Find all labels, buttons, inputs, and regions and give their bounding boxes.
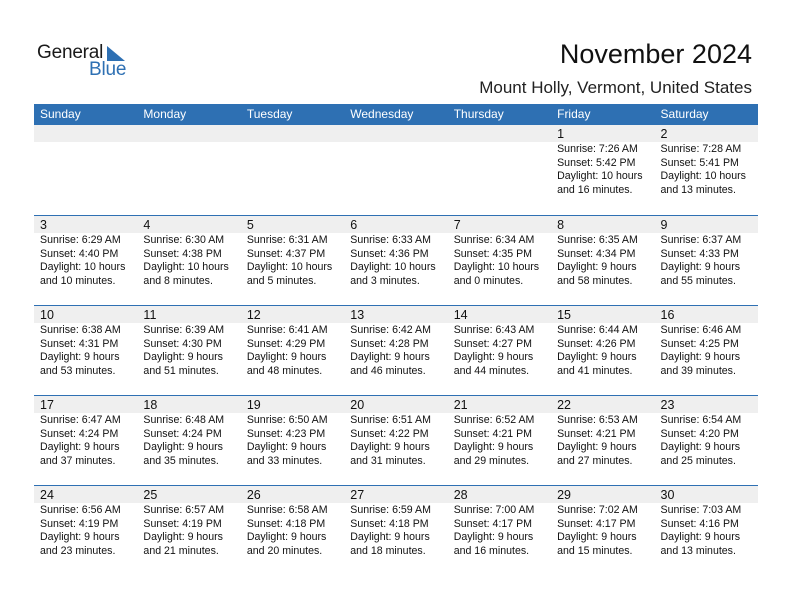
daylight-minutes: and 27 minutes. xyxy=(557,454,633,467)
sunrise-text: Sunrise: 6:41 AM xyxy=(246,324,328,336)
day-number: 25 xyxy=(143,488,158,502)
sunset-text: Sunset: 4:29 PM xyxy=(246,337,326,350)
sunrise-text: Sunrise: 7:26 AM xyxy=(557,143,638,155)
sunset-text: Sunset: 5:42 PM xyxy=(557,156,636,169)
daylight-text: Daylight: 9 hours xyxy=(350,351,430,364)
daylight-text: Daylight: 9 hours xyxy=(350,531,430,544)
date-band xyxy=(34,216,758,233)
sunset-text: Sunset: 5:41 PM xyxy=(660,156,739,169)
day-cell xyxy=(137,413,240,468)
day-number: 23 xyxy=(660,398,675,412)
day-number xyxy=(137,125,240,142)
day-cell xyxy=(551,233,654,288)
sunset-text: Sunset: 4:31 PM xyxy=(40,337,119,350)
location-subtitle: Mount Holly, Vermont, United States xyxy=(479,78,752,97)
calendar-grid xyxy=(34,104,758,575)
sunset-text: Sunset: 4:34 PM xyxy=(557,247,636,260)
logo xyxy=(37,42,137,82)
daylight-minutes: and 15 minutes. xyxy=(557,544,633,557)
daylight-minutes: and 21 minutes. xyxy=(143,544,219,557)
page-title: November 2024 xyxy=(559,39,752,69)
sunset-text: Sunset: 4:27 PM xyxy=(453,337,533,350)
daylight-minutes: and 35 minutes. xyxy=(143,454,219,467)
daylight-text: Daylight: 10 hours xyxy=(246,261,333,274)
sunset-text: Sunset: 4:17 PM xyxy=(453,517,533,530)
weekday-header xyxy=(34,104,758,125)
daylight-text: Daylight: 9 hours xyxy=(660,261,741,274)
daylight-minutes: and 5 minutes. xyxy=(246,274,317,287)
logo-word-general: General xyxy=(37,42,104,63)
day-cell xyxy=(34,142,137,197)
sunrise-text: Sunrise: 6:51 AM xyxy=(350,414,431,426)
day-cell xyxy=(34,233,137,288)
info-band xyxy=(34,142,758,197)
sunrise-text: Sunrise: 7:28 AM xyxy=(660,143,742,155)
daylight-text: Daylight: 10 hours xyxy=(453,261,540,274)
daylight-minutes: and 13 minutes. xyxy=(660,544,736,557)
daylight-minutes: and 23 minutes. xyxy=(40,544,116,557)
day-number: 14 xyxy=(453,308,468,322)
day-number: 22 xyxy=(557,398,572,412)
sunrise-text: Sunrise: 6:43 AM xyxy=(453,324,535,336)
sunrise-text: Sunrise: 6:59 AM xyxy=(350,504,431,516)
sunrise-text: Sunrise: 6:42 AM xyxy=(350,324,431,336)
sunrise-text: Sunrise: 7:02 AM xyxy=(557,504,638,516)
sunset-text: Sunset: 4:24 PM xyxy=(40,427,119,440)
date-band xyxy=(34,306,758,323)
day-cell xyxy=(655,233,758,288)
daylight-text: Daylight: 9 hours xyxy=(557,351,637,364)
day-cell xyxy=(137,323,240,378)
day-cell xyxy=(551,413,654,468)
sunset-text: Sunset: 4:35 PM xyxy=(453,247,533,260)
day-cell xyxy=(655,323,758,378)
daylight-text: Daylight: 9 hours xyxy=(350,441,430,454)
day-cell xyxy=(34,323,137,378)
day-number: 4 xyxy=(143,218,151,232)
daylight-text: Daylight: 9 hours xyxy=(246,351,327,364)
day-number: 29 xyxy=(557,488,572,502)
daylight-text: Daylight: 9 hours xyxy=(40,531,120,544)
day-number: 19 xyxy=(246,398,261,412)
daylight-text: Daylight: 9 hours xyxy=(143,351,223,364)
weeks-container xyxy=(34,125,758,575)
sunset-text: Sunset: 4:18 PM xyxy=(246,517,326,530)
sunset-text: Sunset: 4:23 PM xyxy=(246,427,326,440)
daylight-minutes: and 25 minutes. xyxy=(660,454,736,467)
sunrise-text: Sunrise: 6:38 AM xyxy=(40,324,121,336)
sunset-text: Sunset: 4:17 PM xyxy=(557,517,636,530)
daylight-text: Daylight: 9 hours xyxy=(453,531,534,544)
daylight-minutes: and 46 minutes. xyxy=(350,364,426,377)
day-number: 16 xyxy=(660,308,675,322)
info-band xyxy=(34,503,758,558)
weekday-saturday: Saturday xyxy=(660,107,709,121)
sunset-text: Sunset: 4:40 PM xyxy=(40,247,119,260)
daylight-text: Daylight: 9 hours xyxy=(246,531,327,544)
daylight-minutes: and 39 minutes. xyxy=(660,364,736,377)
day-number xyxy=(34,125,137,142)
daylight-minutes: and 41 minutes. xyxy=(557,364,633,377)
week-row xyxy=(34,395,758,485)
sunrise-text: Sunrise: 6:37 AM xyxy=(660,234,742,246)
day-cell xyxy=(34,413,137,468)
day-cell xyxy=(241,233,344,288)
day-cell xyxy=(137,233,240,288)
sunset-text: Sunset: 4:33 PM xyxy=(660,247,739,260)
daylight-text: Daylight: 9 hours xyxy=(40,441,120,454)
daylight-minutes: and 53 minutes. xyxy=(40,364,116,377)
day-number xyxy=(344,125,447,142)
sunset-text: Sunset: 4:19 PM xyxy=(143,517,222,530)
sunrise-text: Sunrise: 6:35 AM xyxy=(557,234,638,246)
sunset-text: Sunset: 4:25 PM xyxy=(660,337,739,350)
daylight-text: Daylight: 9 hours xyxy=(660,531,741,544)
day-number: 24 xyxy=(40,488,54,502)
day-number xyxy=(241,125,344,142)
day-cell xyxy=(344,413,447,468)
sunset-text: Sunset: 4:21 PM xyxy=(453,427,533,440)
sunset-text: Sunset: 4:30 PM xyxy=(143,337,222,350)
day-number: 15 xyxy=(557,308,572,322)
daylight-minutes: and 55 minutes. xyxy=(660,274,736,287)
daylight-text: Daylight: 9 hours xyxy=(660,441,741,454)
sunrise-text: Sunrise: 6:29 AM xyxy=(40,234,121,246)
daylight-text: Daylight: 9 hours xyxy=(557,531,637,544)
daylight-minutes: and 16 minutes. xyxy=(557,183,633,196)
daylight-text: Daylight: 9 hours xyxy=(660,351,741,364)
info-band xyxy=(34,413,758,468)
daylight-text: Daylight: 9 hours xyxy=(557,261,637,274)
sunrise-text: Sunrise: 6:53 AM xyxy=(557,414,638,426)
sunset-text: Sunset: 4:26 PM xyxy=(557,337,636,350)
sunset-text: Sunset: 4:21 PM xyxy=(557,427,636,440)
sunrise-text: Sunrise: 6:50 AM xyxy=(246,414,328,426)
sunrise-text: Sunrise: 6:31 AM xyxy=(246,234,328,246)
date-band xyxy=(34,125,758,142)
day-cell xyxy=(551,142,654,197)
daylight-text: Daylight: 9 hours xyxy=(143,531,223,544)
info-band xyxy=(34,323,758,378)
day-number: 27 xyxy=(350,488,365,502)
sunrise-text: Sunrise: 7:00 AM xyxy=(453,504,535,516)
sunrise-text: Sunrise: 6:47 AM xyxy=(40,414,121,426)
daylight-minutes: and 48 minutes. xyxy=(246,364,323,377)
day-number: 3 xyxy=(40,218,47,232)
sunset-text: Sunset: 4:18 PM xyxy=(350,517,429,530)
day-cell xyxy=(448,413,551,468)
day-cell xyxy=(344,503,447,558)
week-row xyxy=(34,305,758,395)
day-number: 28 xyxy=(453,488,468,502)
weekday-wednesday: Wednesday xyxy=(350,107,414,121)
day-number: 18 xyxy=(143,398,158,412)
daylight-text: Daylight: 9 hours xyxy=(143,441,223,454)
sunset-text: Sunset: 4:36 PM xyxy=(350,247,429,260)
sunset-text: Sunset: 4:20 PM xyxy=(660,427,739,440)
date-band xyxy=(34,396,758,413)
daylight-minutes: and 8 minutes. xyxy=(143,274,213,287)
logo-word-blue: Blue xyxy=(89,59,127,80)
weekday-tuesday: Tuesday xyxy=(246,107,293,121)
daylight-text: Daylight: 10 hours xyxy=(350,261,436,274)
info-band xyxy=(34,233,758,288)
day-cell xyxy=(448,233,551,288)
sunset-text: Sunset: 4:24 PM xyxy=(143,427,222,440)
day-cell xyxy=(241,142,344,197)
day-number: 10 xyxy=(40,308,54,322)
daylight-minutes: and 31 minutes. xyxy=(350,454,426,467)
sunrise-text: Sunrise: 6:33 AM xyxy=(350,234,431,246)
day-cell xyxy=(34,503,137,558)
daylight-text: Daylight: 10 hours xyxy=(557,170,643,183)
daylight-minutes: and 10 minutes. xyxy=(40,274,116,287)
day-cell xyxy=(344,142,447,197)
day-number xyxy=(448,125,551,142)
daylight-minutes: and 58 minutes. xyxy=(557,274,633,287)
date-band xyxy=(34,486,758,503)
sunrise-text: Sunrise: 6:46 AM xyxy=(660,324,742,336)
day-number: 7 xyxy=(453,218,461,232)
sunrise-text: Sunrise: 6:54 AM xyxy=(660,414,742,426)
week-row xyxy=(34,485,758,575)
daylight-minutes: and 18 minutes. xyxy=(350,544,426,557)
day-cell xyxy=(241,413,344,468)
day-cell xyxy=(241,323,344,378)
daylight-minutes: and 16 minutes. xyxy=(453,544,530,557)
daylight-minutes: and 44 minutes. xyxy=(453,364,530,377)
day-cell xyxy=(137,142,240,197)
day-cell xyxy=(448,323,551,378)
day-number: 1 xyxy=(557,127,565,141)
weekday-friday: Friday xyxy=(557,107,591,121)
sunrise-text: Sunrise: 6:48 AM xyxy=(143,414,225,426)
day-cell xyxy=(344,323,447,378)
daylight-text: Daylight: 9 hours xyxy=(557,441,637,454)
day-number: 8 xyxy=(557,218,565,232)
daylight-minutes: and 51 minutes. xyxy=(143,364,219,377)
day-number: 5 xyxy=(246,218,254,232)
day-number: 26 xyxy=(246,488,261,502)
weekday-sunday: Sunday xyxy=(40,107,81,121)
sunset-text: Sunset: 4:28 PM xyxy=(350,337,429,350)
day-number: 6 xyxy=(350,218,358,232)
daylight-text: Daylight: 9 hours xyxy=(40,351,120,364)
daylight-minutes: and 0 minutes. xyxy=(453,274,524,287)
daylight-text: Daylight: 9 hours xyxy=(246,441,327,454)
day-cell xyxy=(655,142,758,197)
daylight-text: Daylight: 9 hours xyxy=(453,351,534,364)
day-number: 9 xyxy=(660,218,668,232)
daylight-text: Daylight: 9 hours xyxy=(453,441,534,454)
weekday-thursday: Thursday xyxy=(453,107,504,121)
sunset-text: Sunset: 4:16 PM xyxy=(660,517,739,530)
day-number: 2 xyxy=(660,127,668,141)
day-cell xyxy=(551,323,654,378)
day-cell xyxy=(448,142,551,197)
day-number: 13 xyxy=(350,308,365,322)
daylight-minutes: and 29 minutes. xyxy=(453,454,530,467)
daylight-minutes: and 3 minutes. xyxy=(350,274,420,287)
day-number: 30 xyxy=(660,488,675,502)
sunset-text: Sunset: 4:22 PM xyxy=(350,427,429,440)
day-cell xyxy=(551,503,654,558)
sunrise-text: Sunrise: 6:57 AM xyxy=(143,504,225,516)
daylight-text: Daylight: 10 hours xyxy=(40,261,126,274)
weekday-monday: Monday xyxy=(143,107,187,121)
day-cell xyxy=(655,503,758,558)
day-number: 12 xyxy=(246,308,261,322)
sunrise-text: Sunrise: 6:39 AM xyxy=(143,324,225,336)
sunrise-text: Sunrise: 6:52 AM xyxy=(453,414,535,426)
day-cell xyxy=(655,413,758,468)
day-cell xyxy=(241,503,344,558)
daylight-minutes: and 13 minutes. xyxy=(660,183,736,196)
sunset-text: Sunset: 4:38 PM xyxy=(143,247,222,260)
sunset-text: Sunset: 4:37 PM xyxy=(246,247,326,260)
day-number: 21 xyxy=(453,398,468,412)
daylight-minutes: and 37 minutes. xyxy=(40,454,116,467)
day-cell xyxy=(448,503,551,558)
week-row xyxy=(34,215,758,305)
sunrise-text: Sunrise: 6:30 AM xyxy=(143,234,225,246)
day-number: 11 xyxy=(143,308,157,322)
day-number: 17 xyxy=(40,398,54,412)
day-cell xyxy=(344,233,447,288)
daylight-text: Daylight: 10 hours xyxy=(143,261,229,274)
daylight-minutes: and 33 minutes. xyxy=(246,454,323,467)
daylight-minutes: and 20 minutes. xyxy=(246,544,323,557)
daylight-text: Daylight: 10 hours xyxy=(660,170,746,183)
sunrise-text: Sunrise: 6:58 AM xyxy=(246,504,328,516)
sunset-text: Sunset: 4:19 PM xyxy=(40,517,119,530)
day-cell xyxy=(137,503,240,558)
day-number: 20 xyxy=(350,398,365,412)
sunrise-text: Sunrise: 6:56 AM xyxy=(40,504,121,516)
sunrise-text: Sunrise: 7:03 AM xyxy=(660,504,742,516)
week-row xyxy=(34,125,758,215)
sunrise-text: Sunrise: 6:34 AM xyxy=(453,234,535,246)
sunrise-text: Sunrise: 6:44 AM xyxy=(557,324,638,336)
